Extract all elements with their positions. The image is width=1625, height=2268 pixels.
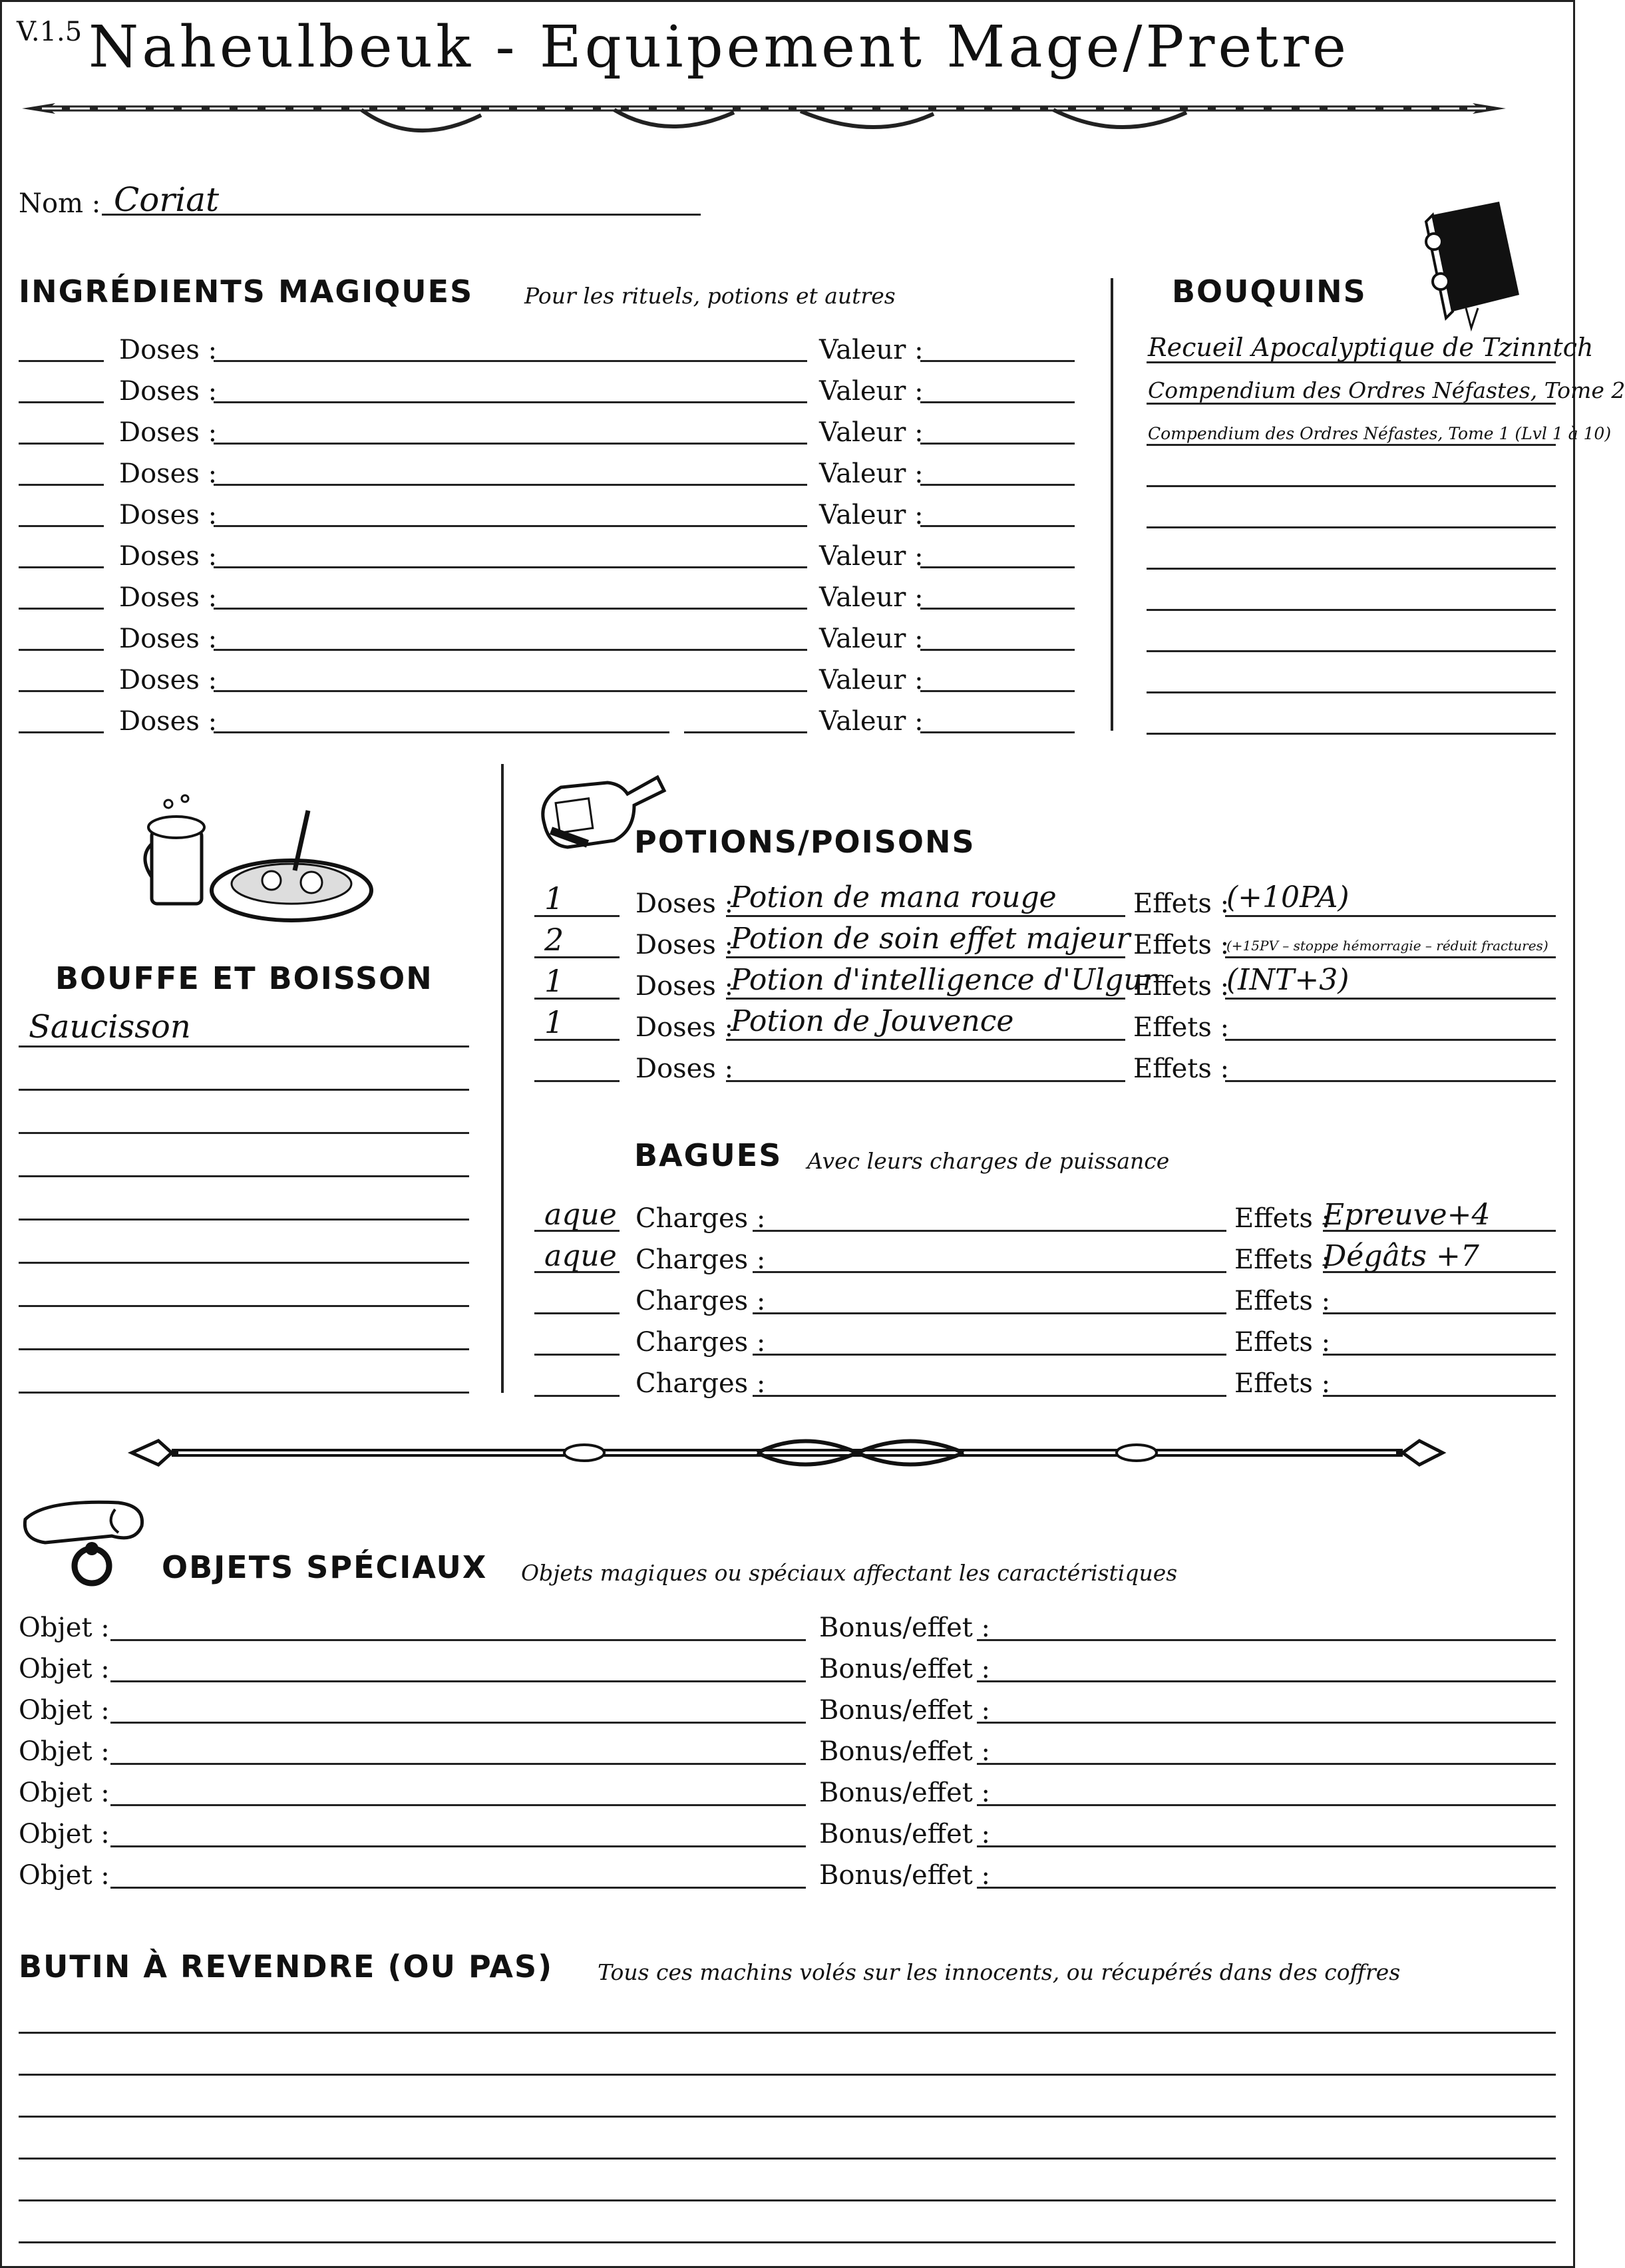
ingredient-dose-label: Doses : <box>119 706 218 737</box>
potion-effect-label: Effets : <box>1133 1012 1230 1043</box>
ring-name-line <box>534 1312 620 1314</box>
special-object-field[interactable] <box>110 1763 806 1765</box>
special-object-label: Objet : <box>19 1654 110 1684</box>
ring-name-field[interactable]: aque <box>544 1198 617 1232</box>
ring-effect-label: Effets : <box>1234 1244 1331 1275</box>
special-object-label: Objet : <box>19 1612 110 1643</box>
food-line <box>19 1219 469 1221</box>
ingredient-name-field[interactable] <box>214 690 807 692</box>
potion-effect-line <box>1225 998 1556 1000</box>
ingredient-value-field[interactable] <box>920 649 1075 651</box>
food-line <box>19 1089 469 1091</box>
potion-effect-field[interactable]: (+10PA) <box>1226 880 1350 914</box>
potion-name-field[interactable]: Potion de Jouvence <box>731 1004 1014 1038</box>
special-object-label: Objet : <box>19 1736 110 1767</box>
special-bonus-label: Bonus/effet : <box>819 1778 991 1808</box>
ingredient-dose-label: Doses : <box>119 335 218 365</box>
special-bonus-label: Bonus/effet : <box>819 1654 991 1684</box>
ingredient-qty-field[interactable] <box>19 360 104 362</box>
page-title: Naheulbeuk - Equipement Mage/Pretre <box>89 14 1350 81</box>
ingredient-value-field[interactable] <box>920 608 1075 610</box>
ingredient-dose-label: Doses : <box>119 624 218 654</box>
special-object-label: Objet : <box>19 1819 110 1849</box>
food-line <box>19 1348 469 1350</box>
ingredient-value-label: Valeur : <box>819 376 924 407</box>
version-label: V.1.5 <box>17 17 83 47</box>
ring-charges-label: Charges : <box>635 1286 766 1316</box>
food-line <box>19 1132 469 1134</box>
special-object-label: Objet : <box>19 1695 110 1726</box>
special-bonus-label: Bonus/effet : <box>819 1736 991 1767</box>
book-line <box>1147 691 1556 693</box>
book-line <box>1147 568 1556 570</box>
ingredient-value-label: Valeur : <box>819 582 924 613</box>
ingredient-dose-label: Doses : <box>119 376 218 407</box>
potion-name-line <box>726 1039 1125 1041</box>
ring-effect-line <box>1323 1312 1556 1314</box>
book-line <box>1147 526 1556 528</box>
potion-effect-label: Effets : <box>1133 888 1230 919</box>
ingredient-value-field[interactable] <box>920 731 1075 733</box>
ingredient-value-field[interactable] <box>920 690 1075 692</box>
ring-charges-label: Charges : <box>635 1368 766 1399</box>
potion-name-line <box>726 956 1125 958</box>
ingredient-value-field[interactable] <box>920 525 1075 527</box>
ingredient-name-field[interactable] <box>214 443 807 445</box>
book-entry[interactable]: Compendium des Ordres Néfastes, Tome 2 <box>1148 377 1625 403</box>
ingredient-value-field[interactable] <box>920 401 1075 403</box>
ingredient-name-field[interactable] <box>214 525 807 527</box>
book-line <box>1147 733 1556 735</box>
potion-effect-field[interactable]: (+15PV – stoppe hémorragie – réduit fractures) <box>1226 938 1548 954</box>
special-object-field[interactable] <box>110 1804 806 1806</box>
rings-subtitle: Avec leurs charges de puissance <box>807 1148 1170 1174</box>
ingredient-name-field[interactable] <box>214 731 669 733</box>
ingredient-value-field[interactable] <box>920 484 1075 486</box>
special-bonus-label: Bonus/effet : <box>819 1860 991 1891</box>
loot-line[interactable] <box>19 2158 1556 2160</box>
ingredient-qty-field[interactable] <box>19 731 104 733</box>
food-entry[interactable]: Saucisson <box>29 1008 191 1045</box>
spear-divider-icon <box>15 89 1513 148</box>
ingredient-value-field[interactable] <box>920 360 1075 362</box>
ring-charges-line <box>753 1230 1226 1232</box>
special-subtitle: Objets magiques ou spéciaux affectant les caractéristiques <box>521 1560 1178 1586</box>
ring-charges-label: Charges : <box>635 1203 766 1234</box>
special-bonus-field[interactable] <box>977 1722 1556 1724</box>
ring-effect-line <box>1323 1395 1556 1397</box>
ingredient-dose-label: Doses : <box>119 541 218 572</box>
ingredients-subtitle: Pour les rituels, potions et autres <box>524 283 896 309</box>
ingredient-name-field-extra[interactable] <box>684 731 807 733</box>
ring-effect-label: Effets : <box>1234 1327 1331 1358</box>
food-line <box>19 1392 469 1394</box>
rings-title: BAGUES <box>634 1137 783 1173</box>
ingredient-value-label: Valeur : <box>819 335 924 365</box>
ring-effect-field[interactable]: Dégâts +7 <box>1323 1239 1479 1273</box>
ingredient-qty-field[interactable] <box>19 401 104 403</box>
potion-effect-label: Effets : <box>1133 1053 1230 1084</box>
book-line <box>1147 485 1556 487</box>
special-bonus-field[interactable] <box>977 1763 1556 1765</box>
potion-effect-field[interactable]: (INT+3) <box>1226 963 1350 997</box>
ingredient-dose-label: Doses : <box>119 665 218 695</box>
potion-effect-line <box>1225 1080 1556 1082</box>
ingredient-dose-label: Doses : <box>119 582 218 613</box>
food-line <box>19 1045 469 1047</box>
ingredients-books-divider <box>1111 278 1113 731</box>
book-line <box>1147 650 1556 652</box>
loot-line[interactable] <box>19 2074 1556 2076</box>
loot-title: BUTIN À REVENDRE (OU PAS) <box>19 1949 554 1984</box>
potion-dose-label: Doses : <box>635 930 734 960</box>
ingredient-qty-field[interactable] <box>19 608 104 610</box>
special-object-field[interactable] <box>110 1680 806 1682</box>
ring-charges-line <box>753 1395 1226 1397</box>
ingredient-value-label: Valeur : <box>819 417 924 448</box>
special-bonus-field[interactable] <box>977 1680 1556 1682</box>
ingredient-qty-field[interactable] <box>19 566 104 568</box>
ring-effect-label: Effets : <box>1234 1286 1331 1316</box>
ring-charges-label: Charges : <box>635 1327 766 1358</box>
special-bonus-field[interactable] <box>977 1639 1556 1641</box>
loot-line[interactable] <box>19 2032 1556 2034</box>
food-title: BOUFFE ET BOISSON <box>55 960 433 996</box>
potion-effect-line <box>1225 915 1556 917</box>
food-line <box>19 1262 469 1264</box>
potion-qty-field[interactable]: 1 <box>544 1004 564 1040</box>
ring-effect-label: Effets : <box>1234 1368 1331 1399</box>
ingredient-name-field[interactable] <box>214 484 807 486</box>
books-title: BOUQUINS <box>1172 274 1367 309</box>
potion-effect-line <box>1225 1039 1556 1041</box>
potion-qty-field[interactable]: 1 <box>544 963 564 999</box>
food-line <box>19 1175 469 1177</box>
ingredient-qty-field[interactable] <box>19 525 104 527</box>
special-object-field[interactable] <box>110 1845 806 1847</box>
ingredient-dose-label: Doses : <box>119 417 218 448</box>
potion-name-line <box>726 915 1125 917</box>
ingredient-value-label: Valeur : <box>819 541 924 572</box>
special-bonus-label: Bonus/effet : <box>819 1612 991 1643</box>
potion-effect-label: Effets : <box>1133 971 1230 1002</box>
ingredient-name-field[interactable] <box>214 401 807 403</box>
food-platter-icon <box>138 791 378 930</box>
potion-effect-line <box>1225 956 1556 958</box>
ring-charges-line <box>753 1354 1226 1356</box>
book-entry[interactable]: Recueil Apocalyptique de Tzinntch <box>1148 333 1594 362</box>
name-label: Nom : <box>19 188 101 219</box>
ring-name-line <box>534 1354 620 1356</box>
special-bonus-field[interactable] <box>977 1804 1556 1806</box>
ring-name-field[interactable]: aque <box>544 1239 617 1273</box>
ring-charges-line <box>753 1312 1226 1314</box>
ingredient-value-field[interactable] <box>920 443 1075 445</box>
ingredient-qty-field[interactable] <box>19 443 104 445</box>
potion-qty-line <box>534 1080 620 1082</box>
potion-name-field[interactable]: Potion d'intelligence d'Ulgur <box>731 963 1157 997</box>
ingredient-qty-field[interactable] <box>19 690 104 692</box>
food-potions-divider <box>501 764 504 1393</box>
potion-dose-label: Doses : <box>635 1053 734 1084</box>
ring-name-line <box>534 1395 620 1397</box>
ingredient-dose-label: Doses : <box>119 500 218 530</box>
potion-qty-field[interactable]: 2 <box>544 922 564 958</box>
ingredient-value-label: Valeur : <box>819 624 924 654</box>
ingredient-value-label: Valeur : <box>819 665 924 695</box>
potion-dose-label: Doses : <box>635 1012 734 1043</box>
ring-charges-line <box>753 1271 1226 1273</box>
ingredient-value-label: Valeur : <box>819 706 924 737</box>
special-bonus-field[interactable] <box>977 1887 1556 1889</box>
loot-subtitle: Tous ces machins volés sur les innocents, ou récupérés dans des coffres <box>598 1959 1401 1985</box>
book-line <box>1147 609 1556 611</box>
loot-line[interactable] <box>19 2199 1556 2201</box>
staff-divider-icon <box>125 1426 1449 1479</box>
potion-name-field[interactable]: Potion de soin effet majeur <box>731 922 1131 956</box>
ingredient-dose-label: Doses : <box>119 459 218 489</box>
special-bonus-label: Bonus/effet : <box>819 1695 991 1726</box>
potion-dose-label: Doses : <box>635 888 734 919</box>
ingredient-name-field[interactable] <box>214 608 807 610</box>
special-object-label: Objet : <box>19 1860 110 1891</box>
ingredient-name-field[interactable] <box>214 649 807 651</box>
food-line <box>19 1305 469 1307</box>
potion-effect-label: Effets : <box>1133 930 1230 960</box>
name-field[interactable]: Coriat <box>114 180 220 219</box>
ingredient-qty-field[interactable] <box>19 649 104 651</box>
loot-line[interactable] <box>19 2241 1556 2243</box>
ingredient-name-field[interactable] <box>214 360 807 362</box>
potion-dose-label: Doses : <box>635 971 734 1002</box>
potion-name-field[interactable]: Potion de mana rouge <box>731 880 1057 914</box>
ingredient-value-label: Valeur : <box>819 459 924 489</box>
book-line <box>1147 444 1556 446</box>
book-icon <box>1419 195 1526 328</box>
potion-name-line <box>726 998 1125 1000</box>
special-object-label: Objet : <box>19 1778 110 1808</box>
ring-effect-line <box>1323 1354 1556 1356</box>
ingredient-qty-field[interactable] <box>19 484 104 486</box>
special-title: OBJETS SPÉCIAUX <box>162 1549 488 1585</box>
ingredients-title: INGRÉDIENTS MAGIQUES <box>19 274 474 309</box>
ring-charges-label: Charges : <box>635 1244 766 1275</box>
ring-effect-field[interactable]: Epreuve+4 <box>1323 1198 1491 1232</box>
scroll-ring-icon <box>19 1493 152 1593</box>
ring-effect-label: Effets : <box>1234 1203 1331 1234</box>
special-bonus-label: Bonus/effet : <box>819 1819 991 1849</box>
loot-line[interactable] <box>19 2116 1556 2118</box>
special-object-field[interactable] <box>110 1722 806 1724</box>
potions-title: POTIONS/POISONS <box>634 824 976 860</box>
ingredient-name-field[interactable] <box>214 566 807 568</box>
special-bonus-field[interactable] <box>977 1845 1556 1847</box>
potion-name-line <box>726 1080 1125 1082</box>
potion-qty-field[interactable]: 1 <box>544 880 564 916</box>
ingredient-value-label: Valeur : <box>819 500 924 530</box>
special-object-field[interactable] <box>110 1639 806 1641</box>
special-object-field[interactable] <box>110 1887 806 1889</box>
book-entry[interactable]: Compendium des Ordres Néfastes, Tome 1 (Lvl 1 à 10) <box>1148 424 1612 443</box>
ingredient-value-field[interactable] <box>920 566 1075 568</box>
